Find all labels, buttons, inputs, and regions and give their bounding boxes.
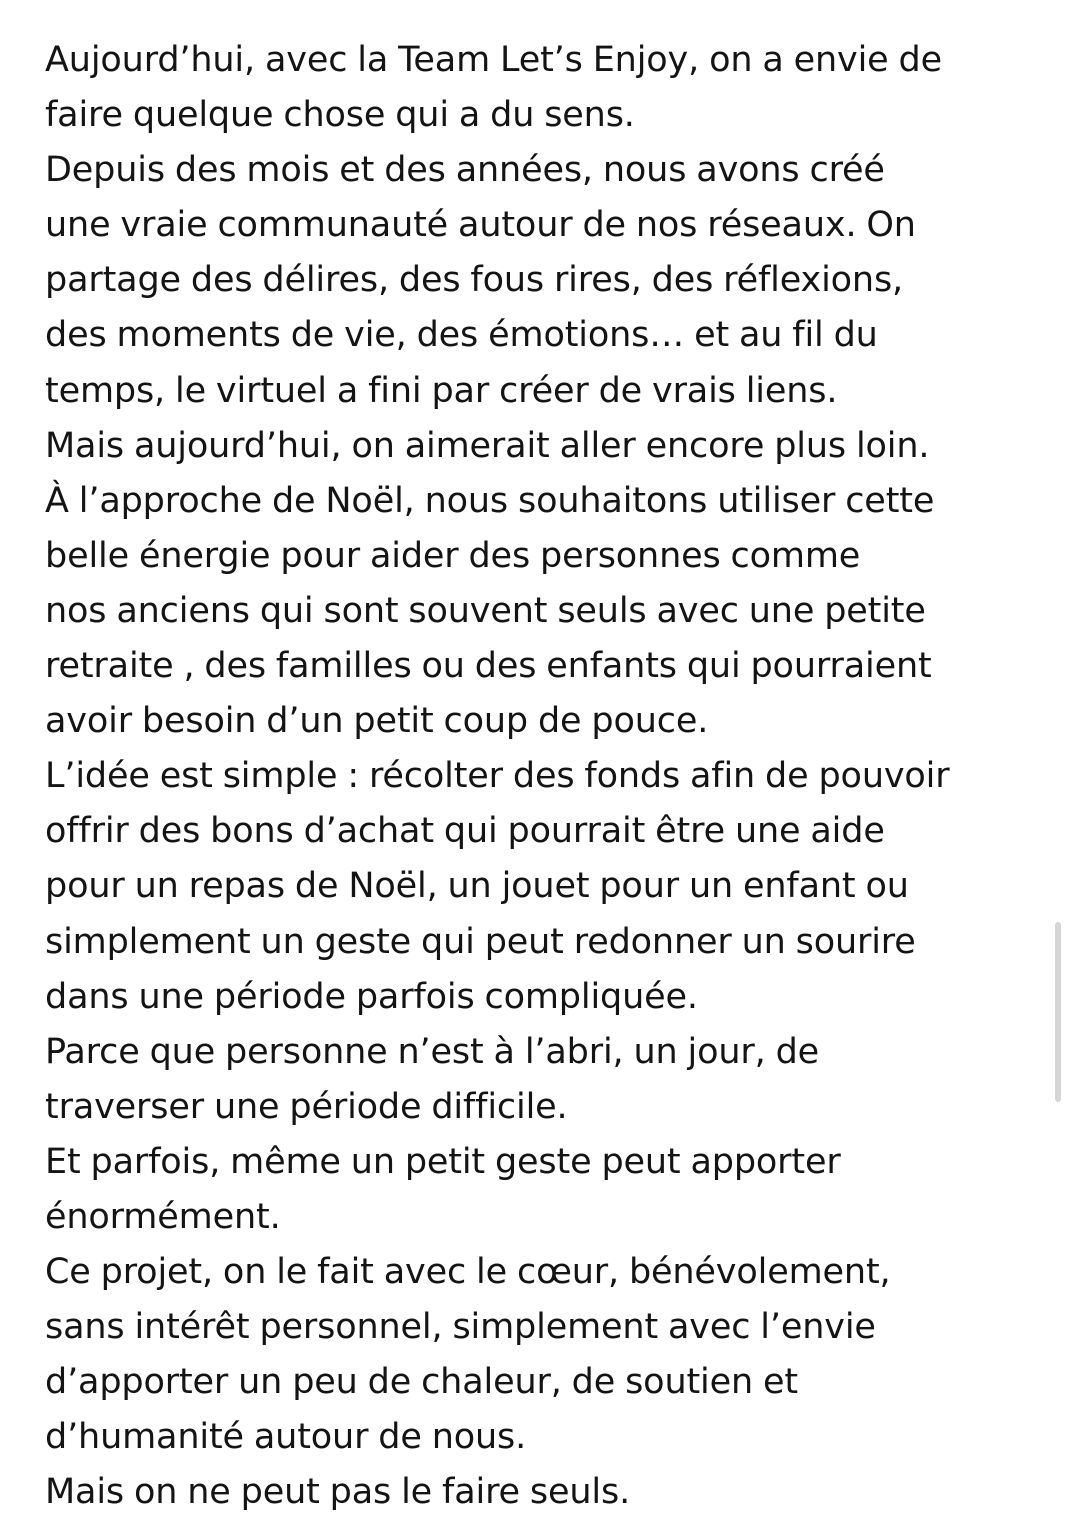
text-line: retraite , des familles ou des enfants qui pourraient [45, 646, 932, 687]
text-line: nos anciens qui sont souvent seuls avec une petite [45, 590, 926, 631]
text-line: À l’approche de Noël, nous souhaitons utiliser cette [45, 480, 935, 521]
text-line: avoir besoin d’un petit coup de pouce. [45, 701, 709, 742]
text-line: traverser une période difficile. [45, 1086, 568, 1127]
text-line: une vraie communauté autour de nos réseaux. On [45, 205, 916, 246]
text-line: belle énergie pour aider des personnes comme [45, 535, 861, 576]
text-line: L’idée est simple : récolter des fonds afin de pouvoir [45, 756, 950, 797]
text-line: temps, le virtuel a fini par créer de vrais liens. [45, 370, 838, 411]
text-line: simplement un geste qui peut redonner un sourire [45, 921, 916, 962]
text-line: Parce que personne n’est à l’abri, un jour, de [45, 1031, 820, 1072]
text-line: Depuis des mois et des années, nous avons créé [45, 150, 885, 191]
text-line: Ce projet, on le fait avec le cœur, bénévolement, [45, 1252, 891, 1293]
text-body [45, 33, 1055, 1521]
text-line: Mais aujourd’hui, on aimerait aller encore plus loin. [45, 425, 930, 466]
text-line: sans intérêt personnel, simplement avec l’envie [45, 1307, 876, 1348]
text-line: d’humanité autour de nous. [45, 1417, 527, 1458]
text-line: énormément. [45, 1196, 281, 1237]
text-line: dans une période parfois compliquée. [45, 976, 698, 1017]
text-line: Et parfois, même un petit geste peut apporter [45, 1141, 841, 1182]
text-line: faire quelque chose qui a du sens. [45, 95, 635, 136]
text-line: partage des délires, des fous rires, des réflexions, [45, 260, 904, 301]
text-line: Mais on ne peut pas le faire seuls. [45, 1472, 631, 1513]
text-line: pour un repas de Noël, un jouet pour un enfant ou [45, 866, 909, 907]
text-line: des moments de vie, des émotions… et au fil du [45, 315, 878, 356]
text-line: Aujourd’hui, avec la Team Let’s Enjoy, on a envie de [45, 40, 942, 80]
scrollbar-thumb[interactable] [1055, 922, 1061, 1102]
text-line: offrir des bons d’achat qui pourrait être une aide [45, 811, 885, 852]
text-line: d’apporter un peu de chaleur, de soutien et [45, 1362, 798, 1403]
